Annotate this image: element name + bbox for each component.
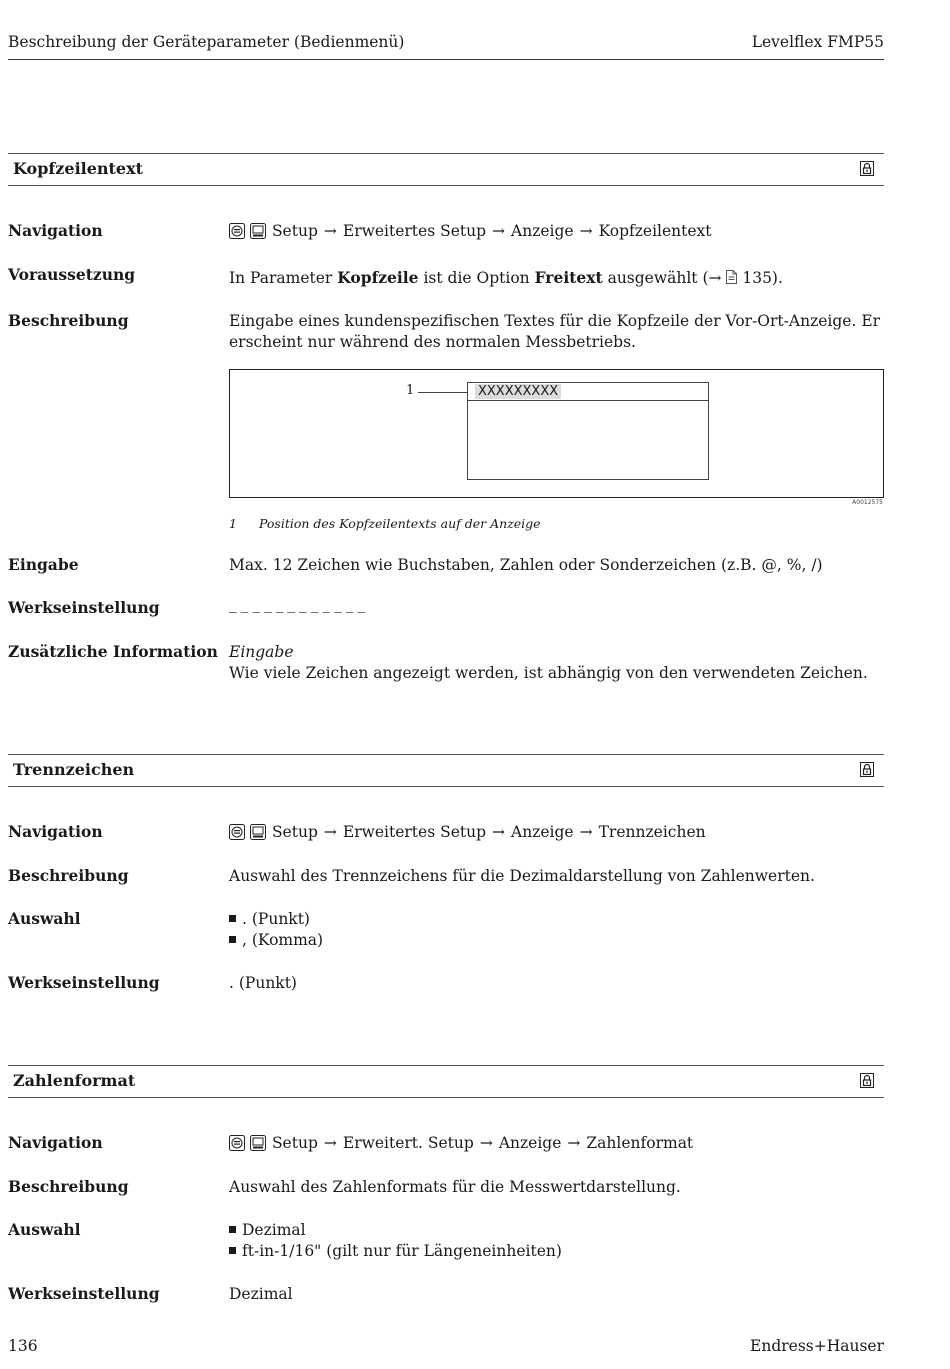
page-reference-link[interactable]: 135). (737, 269, 783, 287)
list-item: , (Komma) (229, 930, 889, 951)
factory-setting-label: Werkseinstellung (8, 1284, 160, 1303)
factory-setting-value: _ _ _ _ _ _ _ _ _ _ _ _ (229, 595, 365, 613)
selection-list (229, 909, 889, 951)
description-text: Eingabe eines kundenspezifischen Textes für die Kopfzeile der Vor-Ort-Anzeige. Er erscheint nur während des normalen Messbetriebs. (229, 312, 881, 351)
description-text: Auswahl des Trennzeichens für die Dezimaldarstellung von Zahlenwerten. (229, 867, 815, 885)
footer-brand: Endress+Hauser (750, 1337, 884, 1355)
description-label: Beschreibung (8, 1177, 129, 1196)
display-icon (250, 1135, 266, 1151)
option-name: Freitext (534, 268, 603, 287)
factory-setting-value: Dezimal (229, 1285, 293, 1303)
precondition-label: Voraussetzung (8, 265, 136, 284)
callout-number: 1 (406, 383, 415, 398)
nav-step: Anzeige (511, 823, 574, 841)
selection-label: Auswahl (8, 1220, 81, 1239)
navigation-path: Setup → Erweitertes Setup → Anzeige → Kopfzeilentext (229, 221, 889, 245)
additional-info-text: Wie viele Zeichen angezeigt werden, ist abhängig von den verwendeten Zeichen. (229, 664, 868, 682)
operating-menu-icon (229, 223, 245, 239)
nav-step: Setup (271, 823, 318, 841)
additional-info-heading: Eingabe (229, 643, 294, 661)
list-item: . (Punkt) (229, 909, 889, 930)
parameter-name: Kopfzeile (337, 268, 419, 287)
display-screen (467, 382, 709, 480)
write-protection-lock-icon (860, 762, 874, 777)
description-label: Beschreibung (8, 866, 129, 885)
section-title: Kopfzeilentext (13, 159, 144, 178)
factory-setting-value: . (Punkt) (229, 974, 297, 992)
nav-step: Setup (271, 1134, 318, 1152)
operating-menu-icon (229, 1135, 245, 1151)
selection-list (229, 1220, 889, 1262)
section-title: Zahlenformat (13, 1071, 136, 1090)
list-item: Dezimal (229, 1220, 889, 1241)
display-header-divider (468, 400, 708, 401)
section-header-kopfzeilentext (8, 153, 884, 186)
page-header-title: Beschreibung der Geräteparameter (Bedienmenü) (8, 33, 405, 51)
precondition-text: In Parameter Kopfzeile ist die Option Freitext ausgewählt (→ 135). (229, 268, 783, 287)
display-figure (229, 369, 884, 498)
nav-step: Zahlenformat (586, 1134, 694, 1152)
section-header-trennzeichen (8, 754, 884, 787)
nav-step: Anzeige (498, 1134, 562, 1152)
page-header-product: Levelflex FMP55 (751, 33, 884, 51)
header-divider (8, 59, 884, 60)
section-header-zahlenformat (8, 1065, 884, 1098)
nav-icons (229, 1135, 266, 1157)
page-number: 136 (8, 1337, 38, 1355)
operating-menu-icon (229, 824, 245, 840)
display-icon (250, 824, 266, 840)
nav-step: Erweitertes Setup (342, 222, 487, 240)
write-protection-lock-icon (860, 1073, 874, 1088)
nav-step: Erweitert. Setup (342, 1134, 474, 1152)
list-item: ft-in-1/16" (gilt nur für Längeneinheiten) (229, 1241, 889, 1262)
navigation-path: Setup → Erweitertes Setup → Anzeige → Trennzeichen (229, 822, 889, 846)
navigation-label: Navigation (8, 1133, 103, 1152)
description-text: Auswahl des Zahlenformats für die Messwertdarstellung. (229, 1178, 681, 1196)
navigation-path: Setup → Erweitert. Setup → Anzeige → Zahlenformat (229, 1133, 889, 1157)
nav-icons (229, 824, 266, 846)
input-text: Max. 12 Zeichen wie Buchstaben, Zahlen oder Sonderzeichen (z.B. @, %, /) (229, 556, 823, 574)
navigation-label: Navigation (8, 221, 103, 240)
description-label: Beschreibung (8, 311, 129, 330)
nav-step: Erweitertes Setup (342, 823, 487, 841)
nav-icons (229, 223, 266, 245)
header-text-placeholder: XXXXXXXXX (475, 384, 561, 399)
navigation-label: Navigation (8, 822, 103, 841)
figure-id: A0012575 (852, 499, 883, 506)
section-title: Trennzeichen (13, 760, 135, 779)
additional-info (229, 642, 889, 684)
nav-step: Trennzeichen (598, 823, 706, 841)
input-label: Eingabe (8, 555, 79, 574)
nav-step: Anzeige (511, 222, 574, 240)
nav-step: Setup (271, 222, 318, 240)
selection-label: Auswahl (8, 909, 81, 928)
factory-setting-label: Werkseinstellung (8, 598, 160, 617)
display-icon (250, 223, 266, 239)
factory-setting-label: Werkseinstellung (8, 973, 160, 992)
page-reference-icon (726, 270, 737, 284)
write-protection-lock-icon (860, 161, 874, 176)
nav-step: Kopfzeilentext (598, 222, 712, 240)
additional-info-label: Zusätzliche Information (8, 642, 218, 661)
callout-leader-line (418, 392, 468, 393)
figure-caption: 1 Position des Kopfzeilentexts auf der Anzeige (229, 516, 541, 531)
